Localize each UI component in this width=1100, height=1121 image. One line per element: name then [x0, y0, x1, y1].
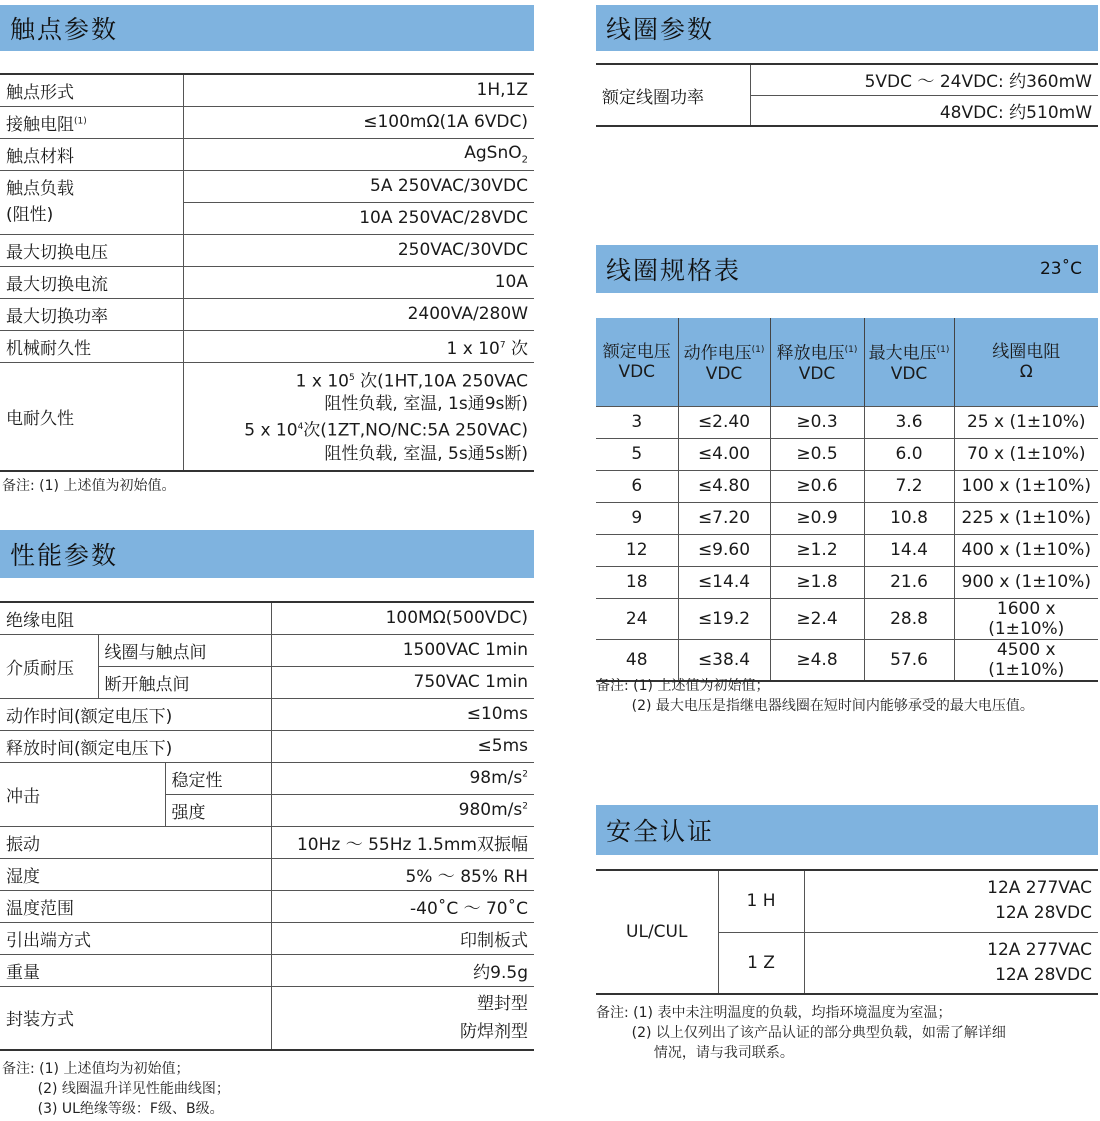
table-cell: 6.0 [864, 438, 954, 470]
contact-section-header [0, 5, 534, 51]
header-max-voltage: 最大电压$^{(1)}$ VDC [864, 318, 954, 406]
dielectric-value-2: 750VAC 1min [271, 666, 534, 698]
table-row [0, 106, 534, 138]
insulation-value: 100MΩ(500VDC) [385, 608, 528, 629]
coil-power-table [596, 63, 1098, 127]
table-row [596, 598, 1098, 639]
table-cell: ≤4.00 [678, 438, 770, 470]
table-row [0, 170, 534, 202]
contact-note: 备注: (1) 上述值为初始值。 [2, 478, 176, 494]
safety-note: 备注: (1) 表中未注明温度的负载，均指环境温度为室温； (2) 以上仅列出了该产品认证的部分典型负载，如需了解详细 情况，请与我司联系。 [596, 1005, 1006, 1061]
contact-section-title: 触点参数 [10, 15, 119, 44]
table-cell: ≤7.20 [678, 502, 770, 534]
operate-time-label: 动作时间(额定电压下) [0, 698, 271, 730]
table-row [0, 826, 534, 858]
table-row [596, 502, 1098, 534]
table-header-row [596, 318, 1098, 406]
table-row [0, 922, 534, 954]
safety-section-header [596, 805, 1098, 855]
max-switching-voltage-label: 最大切换电压 [0, 234, 183, 266]
table-row [596, 870, 1098, 932]
table-cell: ≤38.4 [678, 639, 770, 681]
weight-label: 重量 [0, 954, 271, 986]
table-row [0, 330, 534, 362]
table-cell: 48 [596, 639, 678, 681]
table-cell: 70 x (1±10%) [954, 438, 1098, 470]
table-row [0, 954, 534, 986]
dielectric-sub-1: 线圈与触点间 [98, 634, 271, 666]
table-cell: ≤19.2 [678, 598, 770, 639]
table-cell: ≤9.60 [678, 534, 770, 566]
table-cell: 3.6 [864, 406, 954, 438]
table-row [0, 138, 534, 170]
coil-section-title: 线圈参数 [606, 15, 715, 44]
table-cell: ≥0.9 [770, 502, 864, 534]
insulation-label: 绝缘电阻 [0, 602, 271, 634]
table-cell: ≥0.3 [770, 406, 864, 438]
table-row [0, 362, 534, 471]
table-cell: 12 [596, 534, 678, 566]
coil-spec-note: 备注: (1) 上述值为初始值； (2) 最大电压是指继电器线圈在短时间内能够承受的最大电压值。 [596, 678, 1034, 714]
table-row [0, 634, 534, 666]
table-row [596, 470, 1098, 502]
table-cell: ≥0.5 [770, 438, 864, 470]
mechanical-endurance-label: 机械耐久性 [0, 330, 183, 362]
contact-material-value: AgSnO$_2$ [183, 138, 534, 170]
table-cell: ≤4.80 [678, 470, 770, 502]
max-switching-power-label: 最大切换功率 [0, 298, 183, 330]
release-time-label: 释放时间(额定电压下) [0, 730, 271, 762]
header-coil-resistance: 线圈电阻 Ω [954, 318, 1098, 406]
table-cell: ≥1.8 [770, 566, 864, 598]
contact-material-label: 触点材料 [0, 138, 183, 170]
coil-spec-section-title: 线圈规格表 [606, 256, 742, 285]
performance-note: 备注: (1) 上述值均为初始值； (2) 线圈温升详见性能曲线图； (3) UL绝缘等级：F级、B级。 [2, 1061, 230, 1117]
table-cell: ≥4.8 [770, 639, 864, 681]
table-cell: 100 x (1±10%) [954, 470, 1098, 502]
table-row [0, 298, 534, 330]
performance-table [0, 601, 534, 1051]
contact-resistance-value: ≤100mΩ(1A 6VDC) [183, 106, 534, 138]
coil-spec-table [596, 318, 1098, 682]
safety-type-2-ratings: 12A 277VAC 12A 28VDC [804, 932, 1098, 994]
table-cell: ≥1.2 [770, 534, 864, 566]
table-row [0, 234, 534, 266]
table-row [0, 890, 534, 922]
contact-form-label: 触点形式 [0, 74, 183, 106]
table-row [0, 74, 534, 106]
header-dropout-voltage: 释放电压$^{(1)}$ VDC [770, 318, 864, 406]
performance-section-header [0, 530, 534, 578]
table-cell: 28.8 [864, 598, 954, 639]
coil-spec-section-header [596, 245, 1098, 293]
terminal-value: 印制板式 [271, 922, 534, 954]
table-cell: 9 [596, 502, 678, 534]
table-cell: ≤14.4 [678, 566, 770, 598]
contact-load-value-2: 10A 250VAC/28VDC [183, 202, 534, 234]
coil-power-label: 额定线圈功率 [596, 64, 750, 126]
table-row [0, 762, 534, 794]
package-label: 封装方式 [0, 986, 271, 1050]
table-cell: 14.4 [864, 534, 954, 566]
table-cell: 24 [596, 598, 678, 639]
dielectric-sub-2: 断开触点间 [98, 666, 271, 698]
table-row [596, 406, 1098, 438]
max-switching-voltage-value: 250VAC/30VDC [183, 234, 534, 266]
weight-value: 约9.5g [271, 954, 534, 986]
table-cell: ≥0.6 [770, 470, 864, 502]
table-cell: 3 [596, 406, 678, 438]
table-row [0, 858, 534, 890]
max-switching-power-value: 2400VA/280W [183, 298, 534, 330]
header-rated-voltage: 额定电压 VDC [596, 318, 678, 406]
table-row [0, 602, 534, 634]
shock-sub-2: 强度 [165, 794, 271, 826]
coil-spec-temperature: 23˚C [1039, 259, 1082, 279]
max-switching-current-label: 最大切换电流 [0, 266, 183, 298]
table-row [0, 698, 534, 730]
release-time-value: ≤5ms [271, 730, 534, 762]
operate-time-value: ≤10ms [271, 698, 534, 730]
header-pickup-voltage: 动作电压$^{(1)}$ VDC [678, 318, 770, 406]
safety-type-1-ratings: 12A 277VAC 12A 28VDC [987, 878, 1092, 924]
safety-cert-name: UL/CUL [596, 870, 718, 994]
electrical-endurance-label: 电耐久性 [0, 362, 183, 471]
table-cell: 57.6 [864, 639, 954, 681]
shock-sub-1: 稳定性 [165, 762, 271, 794]
safety-type-2: 1 Z [718, 932, 804, 994]
safety-section-title: 安全认证 [606, 817, 715, 846]
contact-form-value: 1H,1Z [476, 80, 528, 101]
table-cell: 6 [596, 470, 678, 502]
package-value: 塑封型 防焊剂型 [271, 986, 534, 1050]
table-cell: 4500 x (1±10%) [954, 639, 1098, 681]
dielectric-value-1: 1500VAC 1min [271, 634, 534, 666]
table-cell: 18 [596, 566, 678, 598]
table-cell: 5 [596, 438, 678, 470]
contact-table [0, 73, 534, 472]
temperature-value: -40˚C ～ 70˚C [271, 890, 534, 922]
table-cell: ≤2.40 [678, 406, 770, 438]
table-cell: 10.8 [864, 502, 954, 534]
table-cell: 25 x (1±10%) [954, 406, 1098, 438]
contact-resistance-label: 接触电阻$^{(1)}$ [0, 106, 183, 138]
table-row [596, 534, 1098, 566]
table-row [0, 266, 534, 298]
table-cell: 225 x (1±10%) [954, 502, 1098, 534]
shock-value-2: $980m/s^2$ [271, 794, 534, 826]
vibration-label: 振动 [0, 826, 271, 858]
shock-label: 冲击 [0, 762, 165, 826]
contact-load-value-1: 5A 250VAC/30VDC [183, 170, 534, 202]
safety-type-1: 1 H [718, 870, 804, 932]
coil-section-header [596, 5, 1098, 51]
table-row [0, 986, 534, 1050]
mechanical-endurance-value: 1 x $10^7$ 次 [183, 330, 534, 362]
table-cell: 21.6 [864, 566, 954, 598]
table-cell: 400 x (1±10%) [954, 534, 1098, 566]
temperature-label: 温度范围 [0, 890, 271, 922]
table-row [596, 566, 1098, 598]
table-cell: 7.2 [864, 470, 954, 502]
table-row [0, 730, 534, 762]
dielectric-label: 介质耐压 [0, 634, 98, 698]
vibration-value: 10Hz ～ 55Hz 1.5mm双振幅 [271, 826, 534, 858]
table-row [596, 438, 1098, 470]
table-cell: 1600 x (1±10%) [954, 598, 1098, 639]
contact-load-label: 触点负载 (阻性) [0, 170, 183, 234]
humidity-label: 湿度 [0, 858, 271, 890]
coil-power-value-1: 5VDC ～ 24VDC: 约360mW [864, 72, 1092, 93]
table-row [596, 64, 1098, 95]
max-switching-current-value: 10A [183, 266, 534, 298]
table-cell: ≥2.4 [770, 598, 864, 639]
table-cell: 900 x (1±10%) [954, 566, 1098, 598]
performance-section-title: 性能参数 [10, 541, 119, 570]
humidity-value: 5% ～ 85% RH [271, 858, 534, 890]
table-row [596, 639, 1098, 681]
coil-power-value-2: 48VDC: 约510mW [750, 95, 1098, 126]
terminal-label: 引出端方式 [0, 922, 271, 954]
shock-value-1: $98m/s^2$ [271, 762, 534, 794]
electrical-endurance-value: 1 x $10^5$ 次(1HT,10A 250VAC 阻性负载, 室温, 1s通9s断) 5 x $10^4$次(1ZT,NO/NC:5A 250VAC) 阻性负载, 室温, 5s通5s断) [183, 362, 534, 471]
safety-table [596, 869, 1098, 995]
